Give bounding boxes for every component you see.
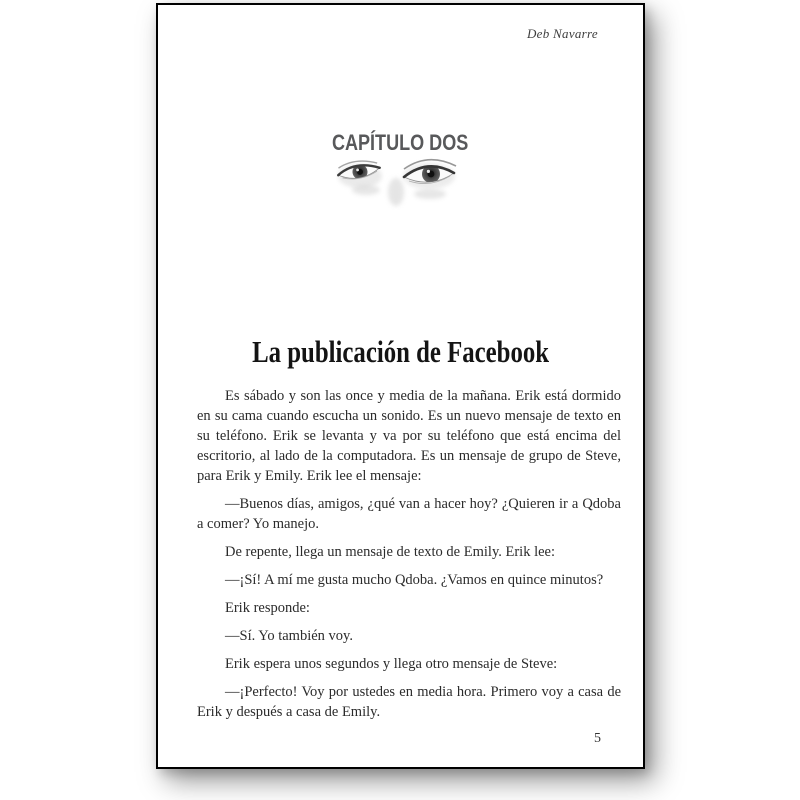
paragraph-dialogue-steve-2: —¡Perfecto! Voy por ustedes en media hora. Primero voy a casa de Erik y después a casa de Emily. bbox=[197, 684, 621, 720]
chapter-illustration-wrap bbox=[158, 156, 643, 210]
paragraph-dialogue-steve-1: —Buenos días, amigos, ¿qué van a hacer hoy? ¿Quieren ir a Qdoba a comer? Yo manejo. bbox=[197, 496, 621, 532]
chapter-heading: CAPÍTULO DOS bbox=[332, 130, 469, 155]
paragraph-dialogue-emily: —¡Sí! A mí me gusta mucho Qdoba. ¿Vamos en quince minutos? bbox=[225, 572, 604, 588]
eyes-illustration-icon bbox=[336, 156, 466, 210]
paragraph-dialogue-erik: —Sí. Yo también voy. bbox=[225, 628, 353, 644]
body-text bbox=[197, 386, 621, 730]
paragraph-narration-2: De repente, llega un mensaje de texto de Emily. Erik lee: bbox=[225, 544, 556, 560]
book-page bbox=[156, 3, 645, 769]
chapter-title-wrap bbox=[158, 334, 643, 370]
running-header-author: Deb Navarre bbox=[526, 26, 598, 41]
chapter-heading-block bbox=[158, 130, 643, 156]
page-number: 5 bbox=[594, 731, 601, 746]
chapter-title: La publicación de Facebook bbox=[252, 334, 549, 369]
paragraph-narration-4: Erik espera unos segundos y llega otro mensaje de Steve: bbox=[225, 656, 558, 672]
paragraph-narration-3: Erik responde: bbox=[225, 600, 310, 616]
paragraph-narration-1: Es sábado y son las once y media de la mañana. Erik está dormido en su cama cuando escucha un sonido. Es un nuevo mensaje de texto en su teléfono. Erik se levanta y va por su teléfono que está encima del escritorio, al lado de la computadora. Es un mensaje de grupo de Steve, para Erik y Emily. Erik lee el mensaje: bbox=[197, 388, 621, 484]
